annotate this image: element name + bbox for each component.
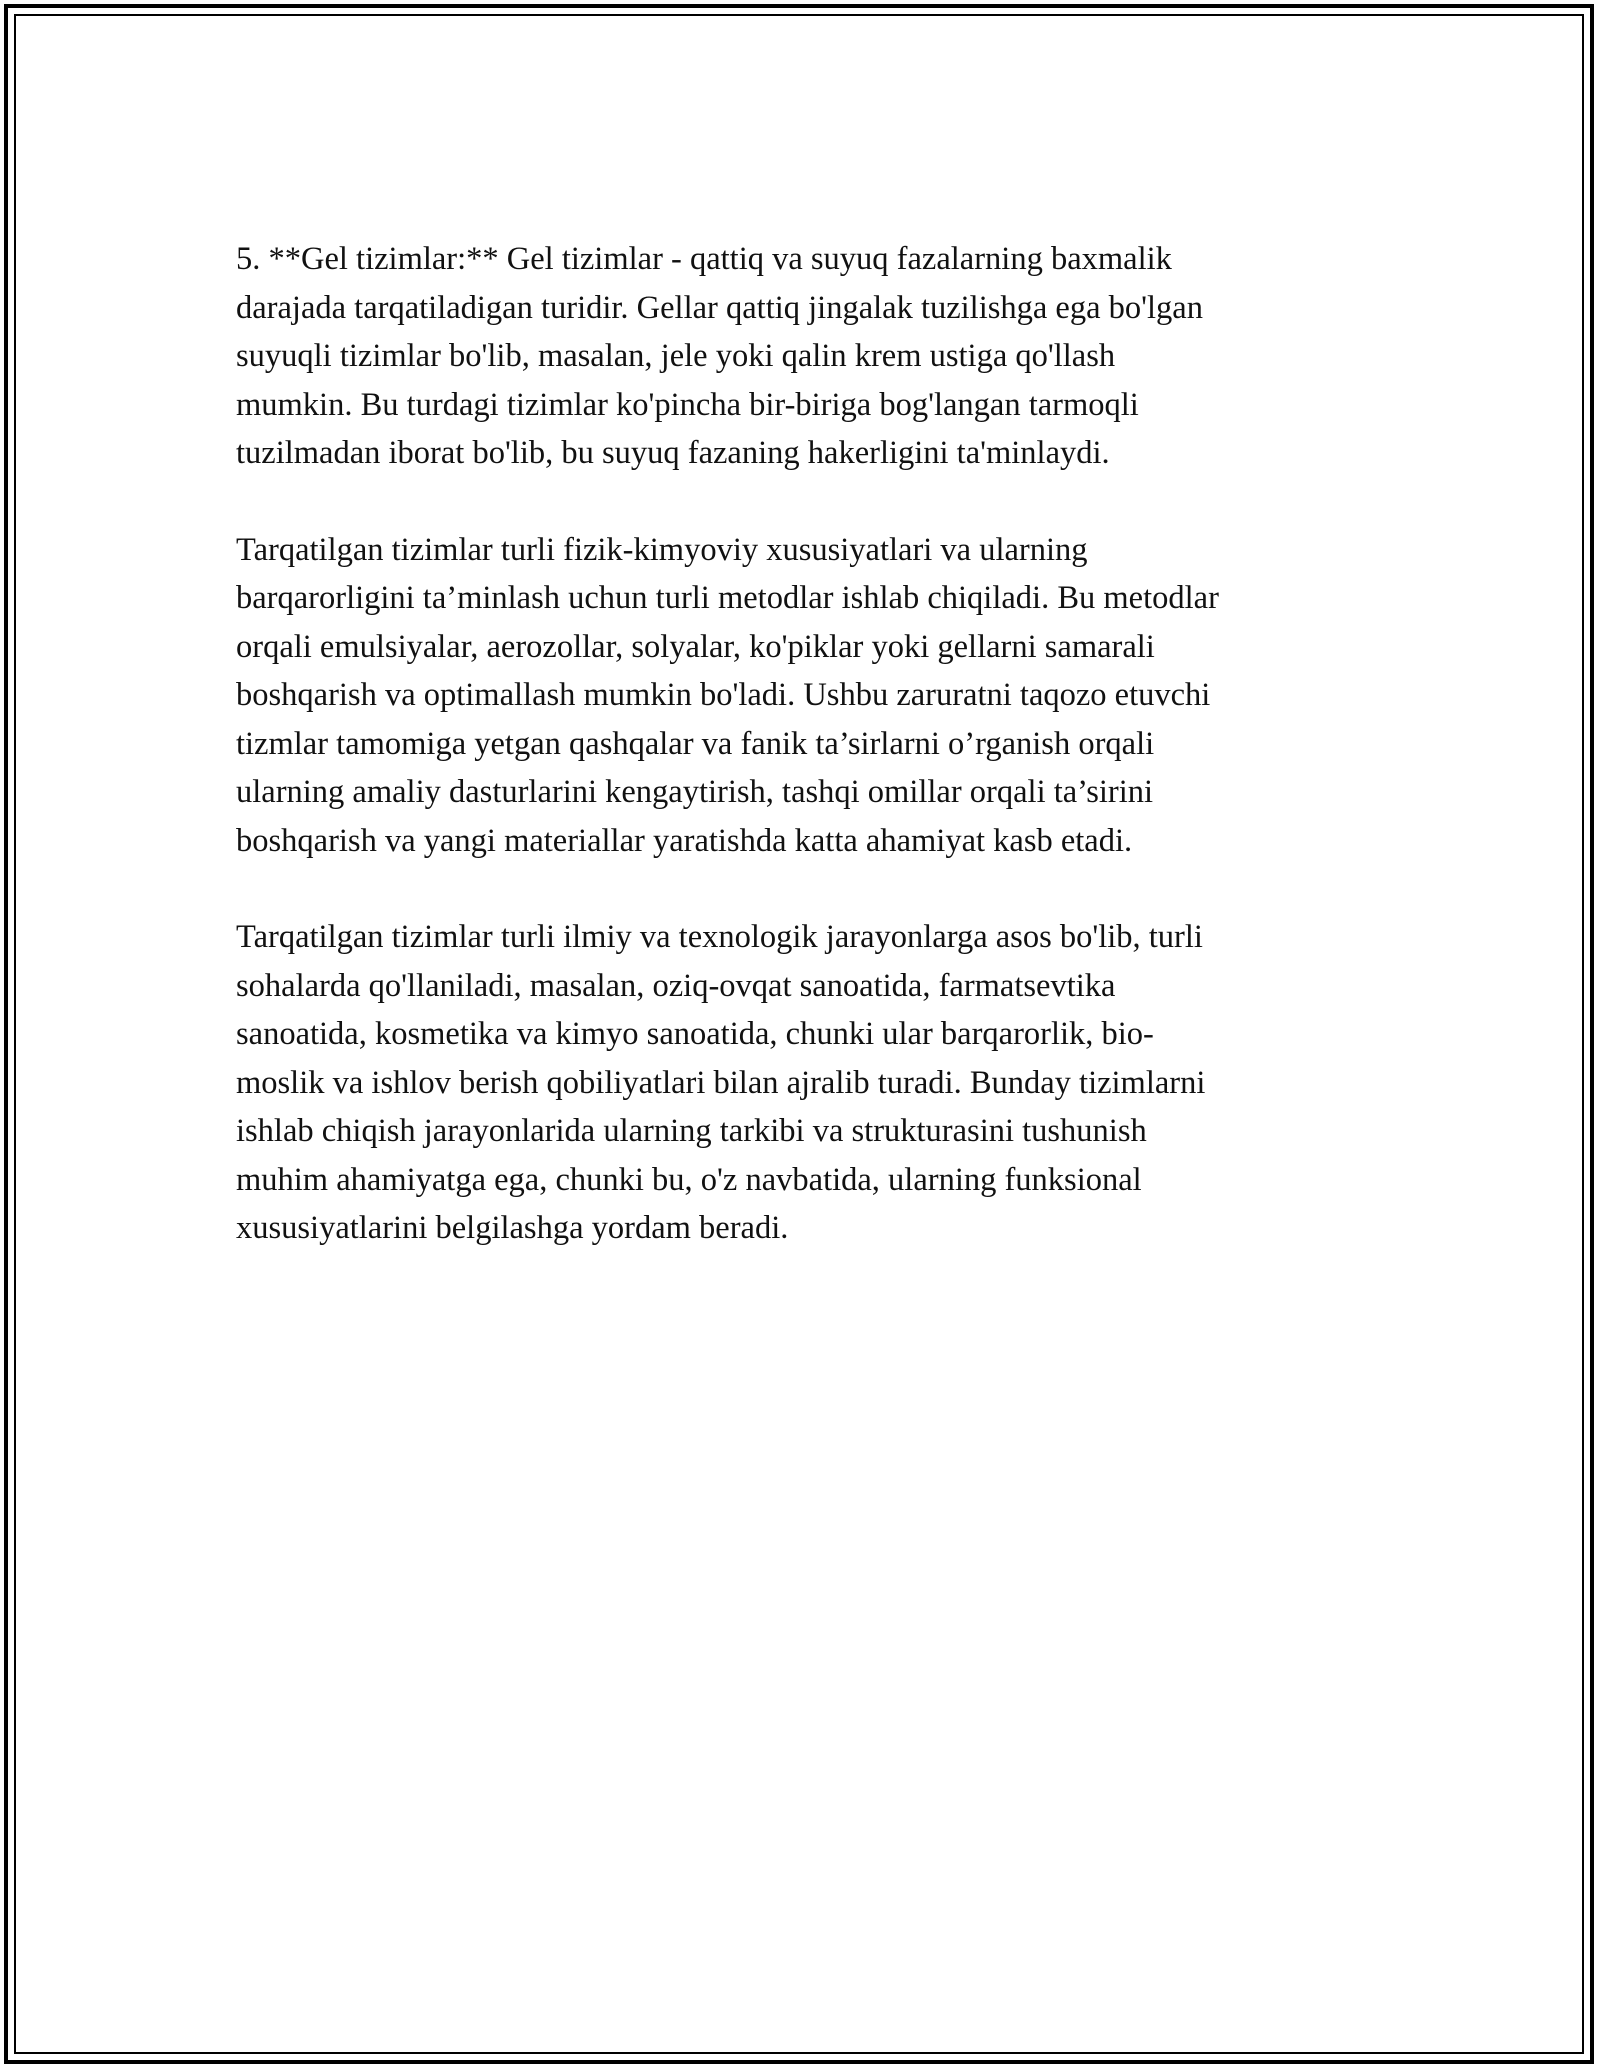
text-line: xususiyatlarini belgilashga yordam beradi.: [236, 1210, 789, 1246]
paragraph-methods: [236, 526, 1366, 866]
text-line: Tarqatilgan tizimlar turli ilmiy va texnologik jarayonlarga asos bo'lib, turli: [236, 919, 1203, 955]
paragraph-applications: [236, 913, 1366, 1253]
text-line: muhim ahamiyatga ega, chunki bu, o'z navbatida, ularning funksional: [236, 1161, 1142, 1198]
document-body: [236, 235, 1366, 1301]
text-line: moslik va ishlov berish qobiliyatlari bilan ajralib turadi. Bunday tizimlarni: [236, 1064, 1206, 1101]
text-line: orqali emulsiyalar, aerozollar, solyalar, ko'piklar yoki gellarni samarali: [236, 628, 1155, 665]
text-line: boshqarish va yangi materiallar yaratishda katta ahamiyat kasb etadi.: [236, 822, 1133, 859]
text-line: barqarorligini ta’minlash uchun turli metodlar ishlab chiqiladi. Bu metodlar: [236, 580, 1219, 616]
text-line: ularning amaliy dasturlarini kengaytirish, tashqi omillar orqali ta’sirini: [236, 774, 1154, 810]
text-line: sanoatida, kosmetika va kimyo sanoatida, chunki ular barqarorlik, bio-: [236, 1016, 1154, 1052]
text-line: suyuqli tizimlar bo'lib, masalan, jele yoki qalin krem ustiga qo'llash: [236, 338, 1116, 374]
text-line: sohalarda qo'llaniladi, masalan, oziq-ovqat sanoatida, farmatsevtika: [236, 967, 1116, 1004]
text-line: darajada tarqatiladigan turidir. Gellar qattiq jingalak tuzilishga ega bo'lgan: [236, 289, 1203, 326]
text-line: 5. **Gel tizimlar:** Gel tizimlar - qattiq va suyuq fazalarning baxmalik: [236, 241, 1172, 277]
text-line: tizmlar tamomiga yetgan qashqalar va fanik ta’sirlarni o’rganish orqali: [236, 725, 1155, 762]
text-line: mumkin. Bu turdagi tizimlar ko'pincha bir-biriga bog'langan tarmoqli: [236, 386, 1139, 423]
text-line: boshqarish va optimallash mumkin bo'ladi. Ushbu zaruratni taqozo etuvchi: [236, 677, 1211, 713]
text-line: ishlab chiqish jarayonlarida ularning tarkibi va strukturasini tushunish: [236, 1113, 1147, 1149]
text-line: tuzilmadan iborat bo'lib, bu suyuq fazaning hakerligini ta'minlaydi.: [236, 435, 1110, 471]
text-line: Tarqatilgan tizimlar turli fizik-kimyoviy xususiyatlari va ularning: [236, 531, 1088, 568]
paragraph-gel-systems: [236, 235, 1366, 478]
